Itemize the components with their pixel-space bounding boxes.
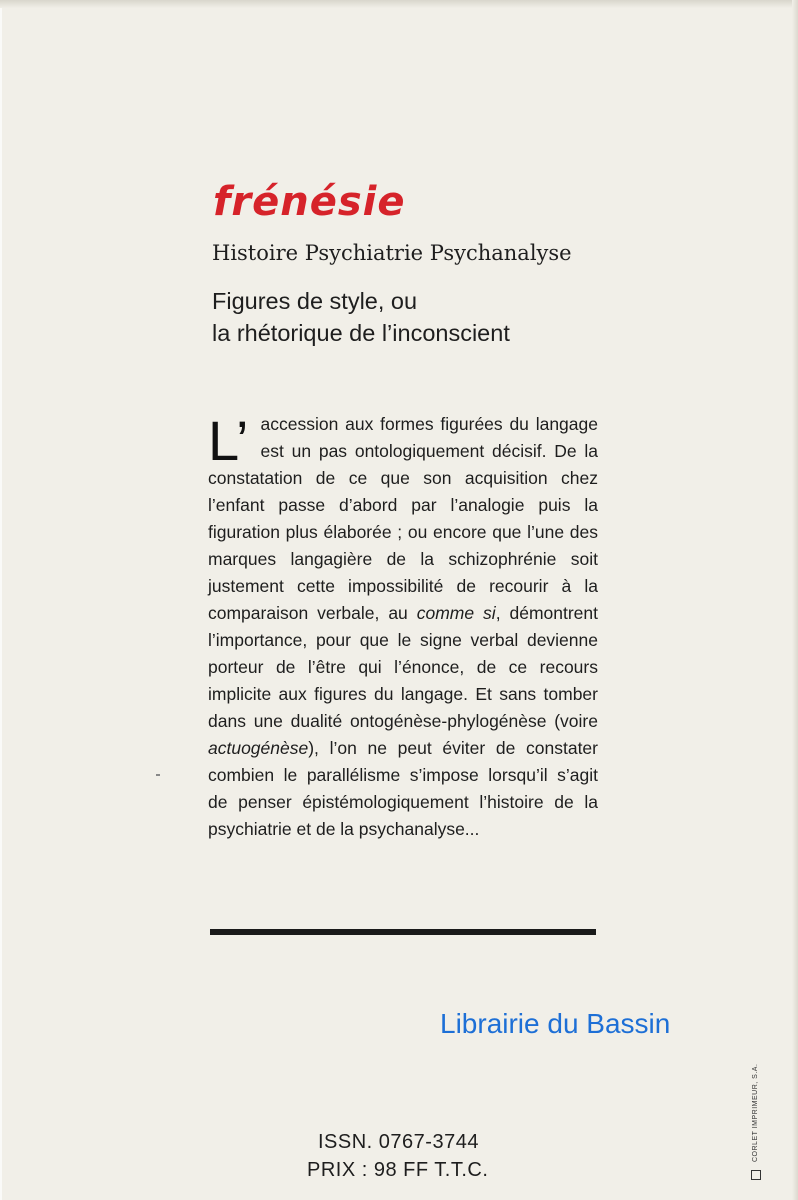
blurb-part-2: , démontrent l’importance, pour que le signe verbal devienne porteur de l’être qui l’énonce, de ce recours implicite aux figures du langage. Et sans tomber dans une dualité ontogénèse-phylogénèse (voire: [208, 603, 599, 731]
blurb-emphasis-1: comme si: [416, 603, 496, 623]
blurb-part-1: accession aux formes figurées du langage est un pas ontologiquement décisif. De la constatation de ce que son acquisition chez l’enfant passe d’abord par l’analogie puis la figuration plus élaborée ; ou encore que l’une des marques langagière de la schizophrénie soit justement cette impossibilité de recourir à la comparaison verbale, au: [208, 414, 598, 623]
blurb-text: [208, 411, 598, 843]
cover-top-edge: [0, 0, 798, 8]
collection-subtitle: Histoire Psychiatrie Psychanalyse: [212, 241, 572, 265]
blurb-emphasis-2: actuogénèse: [208, 738, 309, 758]
paper-speck: [156, 774, 160, 776]
printer-logo-icon: [751, 1170, 761, 1180]
horizontal-rule: [210, 929, 596, 935]
book-title-line-2: la rhétorique de l’inconscient: [212, 320, 510, 346]
blurb-part-3: ), l’on ne peut éviter de constater combien le parallélisme s’impose lorsqu’il s’agit de penser épistémologiquement l’histoire de la psychiatrie et de la psychanalyse...: [208, 738, 598, 839]
bookseller-watermark: Librairie du Bassin: [440, 1008, 671, 1039]
cover-right-edge: [792, 0, 798, 1200]
blurb-paragraph: [208, 411, 598, 843]
issn-number: ISSN. 0767-3744: [318, 1131, 479, 1153]
price-label: PRIX : 98 FF T.T.C.: [307, 1159, 489, 1181]
printer-imprint: CORLET IMPRIMEUR, S.A.: [752, 1063, 759, 1162]
book-title-line-1: Figures de style, ou: [212, 288, 418, 314]
blurb-dropcap: L’: [208, 409, 249, 472]
collection-brand: frénésie: [213, 179, 406, 225]
